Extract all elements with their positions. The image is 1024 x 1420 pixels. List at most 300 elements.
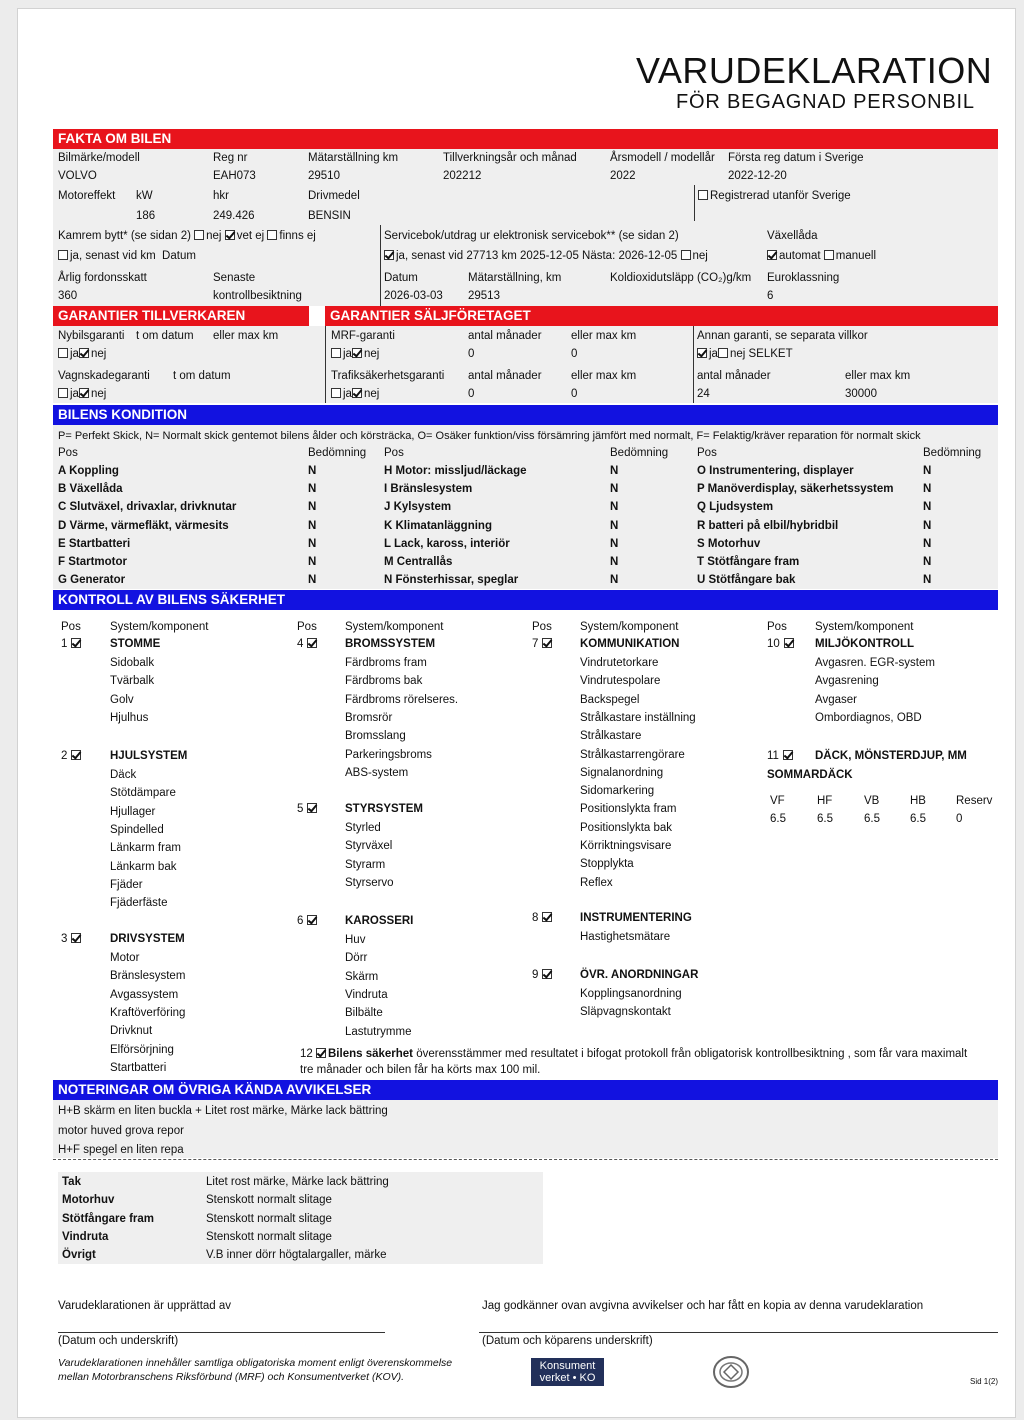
label-nej: nej (90, 348, 107, 360)
tyre-heading: HF (817, 795, 833, 807)
condition-item-rating: N (610, 483, 619, 496)
label-nej: nej (363, 348, 380, 360)
section-warranty-seller: GARANTIER SÄLJFÖRETAGET (325, 306, 998, 326)
value-odometer: 29510 (308, 170, 340, 182)
safety-item: Strålkastare inställning (580, 711, 696, 724)
safety-group-title: STOMME (110, 638, 161, 650)
safety-item: ABS-system (345, 766, 409, 779)
safety-item: Tvärbalk (110, 675, 155, 688)
value-trafik-km: 0 (571, 388, 578, 400)
safety-group-number (532, 968, 554, 982)
condition-item-label: N Fönsterhissar, speglar (384, 574, 519, 587)
label-gearbox: Växellåda (767, 230, 818, 242)
condition-item-label: S Motorhuv (697, 537, 761, 550)
section-safety-header: KONTROLL AV BILENS SÄKERHET (53, 590, 998, 610)
checkbox-automat[interactable] (767, 250, 777, 260)
label-manufactured: Tillverkningsår och månad (443, 152, 577, 164)
safety-item: Bromsrör (345, 711, 393, 724)
safety-item: Släpvagnskontakt (580, 1006, 671, 1019)
safety-group-title: ÖVR. ANORDNINGAR (580, 969, 699, 981)
label-trafik: Trafiksäkerhetsgaranti (331, 370, 445, 382)
value-reg: EAH073 (213, 170, 256, 182)
safety-item: Backspegel (580, 693, 640, 706)
label-hp: hkr (213, 190, 229, 202)
tyre-heading: HB (910, 795, 926, 807)
condition-item-rating: N (308, 501, 317, 514)
label-sign-buyer: (Datum och köparens underskrift) (482, 1335, 653, 1347)
safety-item: Fjäderfäste (110, 897, 168, 910)
safety-item: Positionslykta bak (580, 821, 673, 834)
condition-item-label: L Lack, kaross, interiör (384, 537, 510, 550)
signature-line-seller[interactable] (58, 1332, 385, 1333)
value-service: ja, senast vid 27713 km 2025-12-05 Nästa: 2026-12-05 (396, 250, 678, 262)
p12-bold: Bilens säkerhet (328, 1048, 414, 1060)
label-tomdatum: t om datum (136, 330, 194, 342)
safety-item: Avgassystem (110, 988, 179, 1001)
checkbox-belt-ja[interactable] (58, 250, 68, 260)
safety-group-number (61, 749, 83, 763)
safety-group-number (61, 637, 83, 651)
condition-item-label: A Koppling (58, 465, 119, 477)
check-icon[interactable] (542, 638, 552, 648)
divider (325, 326, 326, 403)
label-sign-seller: (Datum och underskrift) (58, 1335, 179, 1347)
safety-group-number (532, 637, 554, 651)
value-euro: 6 (767, 290, 774, 302)
value-insp-date: 2026-03-03 (384, 290, 443, 302)
safety-item: Skärm (345, 970, 379, 983)
servicebook-row (384, 249, 708, 263)
safety-item: Vindruta (345, 988, 388, 1001)
checkbox-abroad[interactable] (698, 190, 708, 200)
condition-item-label: U Stötfångare bak (697, 574, 796, 587)
condition-item-label: I Bränslesystem (384, 483, 473, 496)
value-annan: nej SELKET (729, 348, 793, 360)
label-maxkm3: eller max km (571, 370, 637, 382)
safety-item: Avgaser (815, 693, 857, 706)
group-num: 9 (532, 969, 539, 981)
group-num: 8 (532, 912, 539, 924)
safety-item: Stopplykta (580, 858, 634, 871)
p12-text2: tre månader och bilen får ha körts max 100 mil. (300, 1064, 541, 1076)
safety-item: Länkarm fram (110, 842, 181, 855)
condition-item-rating: N (923, 519, 932, 532)
group-num: 10 (767, 638, 780, 650)
condition-item-label: G Generator (58, 574, 126, 587)
label-system: System/komponent (345, 621, 444, 633)
value-mrf-months: 0 (468, 348, 475, 360)
check-icon[interactable] (542, 912, 552, 922)
safety-item: Elförsörjning (110, 1043, 174, 1056)
nybil-choice (58, 347, 106, 361)
label-belt-date: Datum (162, 250, 196, 262)
note-table-value: Litet rost märke, Märke lack bättring (206, 1176, 389, 1188)
safety-item: Styrväxel (345, 840, 393, 853)
condition-item-rating: N (308, 465, 317, 477)
safety-item: Motor (110, 952, 140, 964)
safety-item: Hjullager (110, 805, 156, 818)
timing-belt-text: Kamrem bytt* (se sidan 2) (58, 230, 191, 242)
label-insp-odo: Mätarställning, km (468, 272, 562, 284)
safety-group-number (297, 914, 319, 928)
condition-item-rating: N (610, 556, 619, 568)
label-annan-km: eller max km (845, 370, 911, 382)
condition-item-rating: N (308, 574, 317, 587)
condition-item-rating: N (610, 465, 619, 477)
label-nej: nej (206, 230, 222, 242)
label-nej: nej (90, 388, 107, 400)
label-nybil: Nybilsgaranti (58, 330, 125, 342)
label-model-year: Årsmodell / modellår (610, 152, 715, 164)
divider (693, 326, 694, 403)
mrf-seal-icon (712, 1355, 750, 1389)
checkbox-annan-nej[interactable] (718, 348, 728, 358)
document-title: VARUDEKLARATION (636, 50, 993, 91)
value-manufactured: 202212 (443, 170, 482, 182)
safety-item: Färdbroms fram (345, 657, 427, 669)
tyre-title: SOMMARDÄCK (767, 769, 853, 781)
condition-item-label: J Kylsystem (384, 501, 452, 514)
vagnskada-choice (58, 387, 106, 401)
label-maxkm2: eller max km (571, 330, 637, 342)
label-system: System/komponent (110, 621, 209, 633)
note-table-value: Stenskott normalt slitage (206, 1212, 332, 1225)
group-num: 4 (297, 638, 304, 650)
label-senaste: Senaste (213, 272, 256, 284)
tyre-heading: VB (864, 795, 880, 807)
safety-item: Kopplingsanordning (580, 988, 682, 1000)
safety-item: Huv (345, 934, 366, 946)
safety-item: Drivknut (110, 1025, 153, 1038)
note-line: H+F spegel en liten repa (58, 1144, 184, 1156)
condition-item-rating: N (923, 537, 932, 550)
safety-item: Startbatteri (110, 1061, 167, 1074)
check-icon[interactable] (542, 969, 552, 979)
safety-group-number (767, 749, 795, 763)
section-fakta-header: FAKTA OM BILEN (53, 129, 998, 149)
value-annan-km: 30000 (845, 388, 877, 400)
safety-item: Sidomarkering (580, 785, 655, 798)
checkbox-belt-finnsej[interactable] (267, 230, 277, 240)
check-icon[interactable] (783, 750, 793, 760)
safety-item: Styrarm (345, 858, 386, 871)
condition-item-rating: N (308, 519, 317, 532)
checkbox-belt-vetej[interactable] (225, 230, 235, 240)
safety-item: Vindrutetorkare (580, 657, 659, 669)
label-service-nej: nej (692, 250, 708, 262)
safety-group-title: KAROSSERI (345, 915, 414, 927)
condition-item-rating: N (610, 519, 619, 532)
label-co2: Koldioxidutsläpp (CO₂)g/km (610, 272, 752, 284)
safety-item: Ombordiagnos, OBD (815, 711, 922, 724)
p12-text1: överensstämmer med resultatet i bifogat protokoll från obligatorisk kontrollbesiktning , som får vara maximalt (413, 1048, 968, 1060)
annan-choice (697, 347, 793, 361)
condition-item-rating: N (308, 483, 317, 496)
safety-item: Stötdämpare (110, 787, 176, 800)
condition-item-label: R batteri på elbil/hybridbil (697, 519, 839, 532)
label-nej: nej (363, 388, 380, 400)
safety-group-title: STYRSYSTEM (345, 803, 423, 815)
tyre-value: 6.5 (910, 813, 926, 825)
safety-group-title: INSTRUMENTERING (580, 912, 692, 924)
checkbox-mrf-ja[interactable] (331, 348, 341, 358)
note-table-key: Tak (62, 1176, 81, 1188)
page-number: Sid 1(2) (970, 1377, 999, 1386)
safety-group-number (767, 637, 796, 651)
tyre-value: 6.5 (817, 813, 833, 825)
label-ja: ja (343, 388, 352, 400)
label-annan: Annan garanti, se separata villkor (697, 330, 868, 342)
safety-item: Signalanordning (580, 766, 664, 779)
safety-item: Strålkastarrengörare (580, 748, 685, 761)
checkbox-trafik-ja[interactable] (331, 388, 341, 398)
condition-item-label: E Startbatteri (58, 537, 131, 550)
label-ja: ja (70, 388, 79, 400)
registered-abroad (698, 189, 851, 203)
notes-divider (53, 1159, 998, 1160)
check-icon[interactable] (307, 638, 317, 648)
safety-item: Styrled (345, 822, 381, 834)
safety-item: Vindrutespolare (580, 675, 661, 688)
label-tomdatum2: t om datum (173, 370, 231, 382)
tyre-heading: VF (770, 795, 785, 807)
checkbox-nybil-nej[interactable] (79, 348, 89, 358)
check-icon[interactable] (71, 638, 81, 648)
safety-item: Dörr (345, 952, 368, 965)
checkbox-mrf-nej[interactable] (352, 348, 362, 358)
value-hp: 249.426 (213, 210, 255, 222)
checkbox-trafik-nej[interactable] (352, 388, 362, 398)
label-pos: Pos (61, 621, 81, 633)
safety-item: Avgasren. EGR-system (815, 657, 935, 669)
check-icon[interactable] (307, 803, 317, 813)
safety-item: Hastighetsmätare (580, 931, 671, 943)
safety-item: Hjulhus (110, 711, 149, 724)
tyre-value: 6.5 (770, 813, 786, 825)
label-pos: Pos (297, 621, 317, 633)
condition-item-label: K Klimatanläggning (384, 519, 492, 532)
checkbox-service-nej[interactable] (681, 250, 691, 260)
footer-prepared-by: Varudeklarationen är upprättad av (58, 1300, 232, 1312)
label-antal2: antal månader (468, 370, 542, 382)
safety-group-title: DRIVSYSTEM (110, 933, 185, 945)
value-fuel: BENSIN (308, 210, 351, 222)
safety-group-title: MILJÖKONTROLL (815, 638, 915, 650)
condition-item-rating: N (610, 574, 619, 587)
check-icon[interactable] (71, 750, 81, 760)
footer-fineprint-1: Varudeklarationen innehåller samtliga obligatoriska moment enligt överenskommelse (58, 1357, 453, 1369)
p12-num: 12 (300, 1048, 313, 1060)
safety-item: Bromsslang (345, 730, 406, 743)
label-belt-ja: ja, senast vid km (70, 250, 156, 262)
tyre-value: 0 (956, 813, 963, 825)
condition-item-rating: N (923, 465, 932, 477)
label-euro: Euroklassning (767, 272, 840, 284)
condition-item-label: H Motor: missljud/läckage (384, 465, 527, 477)
label-model: Bilmärke/modell (58, 152, 140, 164)
label-reg: Reg nr (213, 152, 248, 164)
group-num: 7 (532, 638, 539, 650)
safety-item: Spindelled (110, 823, 164, 836)
tyre-heading: Reserv (956, 795, 993, 807)
checkbox-vagn-nej[interactable] (79, 388, 89, 398)
logo-text-1: Konsument (539, 1360, 596, 1372)
group-num: 5 (297, 803, 304, 815)
note-table-key: Vindruta (62, 1230, 109, 1243)
check-icon[interactable] (71, 933, 81, 943)
checkbox-belt-nej[interactable] (194, 230, 204, 240)
safety-item: Däck (110, 769, 137, 781)
condition-item-label: B Växellåda (58, 483, 123, 496)
signature-line-buyer[interactable] (479, 1332, 998, 1333)
note-table-value: Stenskott normalt slitage (206, 1194, 332, 1207)
label-bedomning: Bedömning (923, 447, 982, 459)
safety-group-title: DÄCK, MÖNSTERDJUP, MM (815, 750, 967, 762)
condition-item-rating: N (923, 556, 932, 568)
safety-item: Parkeringsbroms (345, 748, 432, 761)
label-system: System/komponent (580, 621, 679, 633)
declaration-sheet (17, 8, 1016, 1418)
checkbox-manuell[interactable] (824, 250, 834, 260)
group-num: 1 (61, 638, 68, 650)
label-abroad: Registrerad utanför Sverige (710, 190, 851, 202)
safety-item: Lastutrymme (345, 1025, 412, 1038)
label-first-reg: Första reg datum i Sverige (728, 152, 864, 164)
condition-item-rating: N (610, 501, 619, 514)
gearbox-row (767, 249, 876, 263)
safety-group-number (297, 802, 319, 816)
safety-item: Styrservo (345, 876, 394, 889)
condition-item-label: Q Ljudsystem (697, 501, 774, 514)
note-table-value: Stenskott normalt slitage (206, 1230, 332, 1243)
value-first-reg: 2022-12-20 (728, 170, 787, 182)
label-system: System/komponent (815, 621, 914, 633)
konsumentverket-logo (531, 1358, 604, 1386)
label-pos: Pos (532, 621, 552, 633)
tyre-value: 6.5 (864, 813, 880, 825)
label-maxkm: eller max km (213, 330, 279, 342)
label-antal: antal månader (468, 330, 542, 342)
label-manuell: manuell (835, 250, 877, 262)
label-timing-belt (58, 229, 316, 243)
label-pos: Pos (767, 621, 787, 633)
label-tax: Årlig fordonsskatt (58, 272, 147, 284)
safety-item: Kraftöverföring (110, 1006, 186, 1019)
label-engine-power: Motoreffekt (58, 190, 116, 202)
checkbox-p12[interactable] (316, 1048, 326, 1058)
safety-group-number (532, 911, 554, 925)
value-tax: 360 (58, 290, 78, 302)
safety-group-number (297, 637, 319, 651)
label-vetej: vet ej (236, 230, 265, 242)
safety-item: Fjäder (110, 878, 143, 891)
label-bedomning: Bedömning (610, 447, 669, 459)
safety-item: Golv (110, 693, 134, 706)
safety-item: Färdbroms rörelseres. (345, 693, 459, 706)
group-num: 6 (297, 915, 304, 927)
condition-item-rating: N (923, 483, 932, 496)
value-model: VOLVO (58, 170, 97, 182)
section-warranty-manufacturer: GARANTIER TILLVERKAREN (53, 306, 309, 326)
safety-item: Sidobalk (110, 657, 155, 669)
group-num: 11 (767, 750, 779, 762)
section-notes-header: NOTERINGAR OM ÖVRIGA KÄNDA AVVIKELSER (53, 1080, 998, 1100)
checkbox-annan-ja[interactable] (697, 348, 707, 358)
safety-item: Bränslesystem (110, 970, 186, 983)
note-table-value: V.B inner dörr högtalargaller, märke (206, 1249, 387, 1262)
note-table-key: Övrigt (62, 1249, 96, 1262)
label-ja: ja (343, 348, 352, 360)
mrf-choice (331, 347, 379, 361)
trafik-choice (331, 387, 379, 401)
label-mrf: MRF-garanti (331, 330, 395, 342)
section-condition-header: BILENS KONDITION (53, 405, 998, 425)
footer-fineprint-2: mellan Motorbranschens Riksförbund (MRF) och Konsumentverket (KOV). (58, 1371, 405, 1383)
value-mrf-km: 0 (571, 348, 578, 360)
checkbox-nybil-ja[interactable] (58, 348, 68, 358)
value-insp-odo: 29513 (468, 290, 500, 302)
label-fuel: Drivmedel (308, 190, 360, 202)
label-pos: Pos (697, 447, 717, 459)
safety-item: Avgasrening (815, 675, 879, 688)
safety-item: Reflex (580, 876, 613, 889)
safety-item: Bilbälte (345, 1007, 383, 1020)
label-automat: automat (779, 250, 821, 262)
safety-item: Körriktningsvisare (580, 840, 672, 852)
label-kw: kW (136, 190, 153, 202)
label-pos: Pos (384, 447, 404, 459)
check-icon[interactable] (784, 638, 794, 648)
safety-group-number (61, 932, 83, 946)
note-table-key: Stötfångare fram (62, 1212, 155, 1225)
footer-acknowledge: Jag godkänner ovan avgivna avvikelser och har fått en kopia av denna varudeklaration (482, 1300, 924, 1312)
condition-item-label: T Stötfångare fram (697, 556, 800, 568)
safety-item: Färdbroms bak (345, 675, 423, 688)
note-line: H+B skärm en liten buckla + Litet rost märke, Märke lack bättring (58, 1105, 388, 1117)
label-odometer: Mätarställning km (308, 152, 399, 164)
safety-group-title: HJULSYSTEM (110, 750, 188, 762)
note-table-key: Motorhuv (62, 1194, 115, 1207)
label-insp-date: Datum (384, 272, 418, 284)
label-inspection: kontrollbesiktning (213, 290, 302, 302)
safety-item: Positionslykta fram (580, 803, 677, 816)
checkbox-service-ja[interactable] (384, 250, 394, 260)
label-ja: ja (70, 348, 79, 360)
condition-item-label: M Centrallås (384, 556, 453, 568)
value-trafik-months: 0 (468, 388, 475, 400)
logo-text-2: verket • KO (539, 1372, 596, 1384)
divider (694, 185, 695, 221)
condition-item-rating: N (923, 501, 932, 514)
label-annan-months: antal månader (697, 370, 771, 382)
check-icon[interactable] (307, 915, 317, 925)
timing-belt-ja (58, 249, 196, 263)
condition-legend: P= Perfekt Skick, N= Normalt skick gentemot bilens ålder och körsträcka, O= Osäker funktion/viss försämring jämfört med normalt, F= Felaktig/kräver reparation för normalt skick (58, 430, 921, 442)
condition-item-label: F Startmotor (58, 556, 127, 568)
value-annan-months: 24 (697, 388, 710, 400)
condition-item-rating: N (308, 556, 317, 568)
label-bedomning: Bedömning (308, 447, 367, 459)
safety-item: Länkarm bak (110, 860, 177, 873)
divider (380, 225, 381, 307)
condition-item-label: D Värme, värmefläkt, värmesits (58, 519, 229, 532)
checkbox-vagn-ja[interactable] (58, 388, 68, 398)
label-ja: ja (709, 348, 718, 360)
condition-item-rating: N (610, 537, 619, 550)
safety-group-title: KOMMUNIKATION (580, 638, 680, 650)
value-kw: 186 (136, 210, 156, 222)
group-num: 3 (61, 933, 68, 945)
